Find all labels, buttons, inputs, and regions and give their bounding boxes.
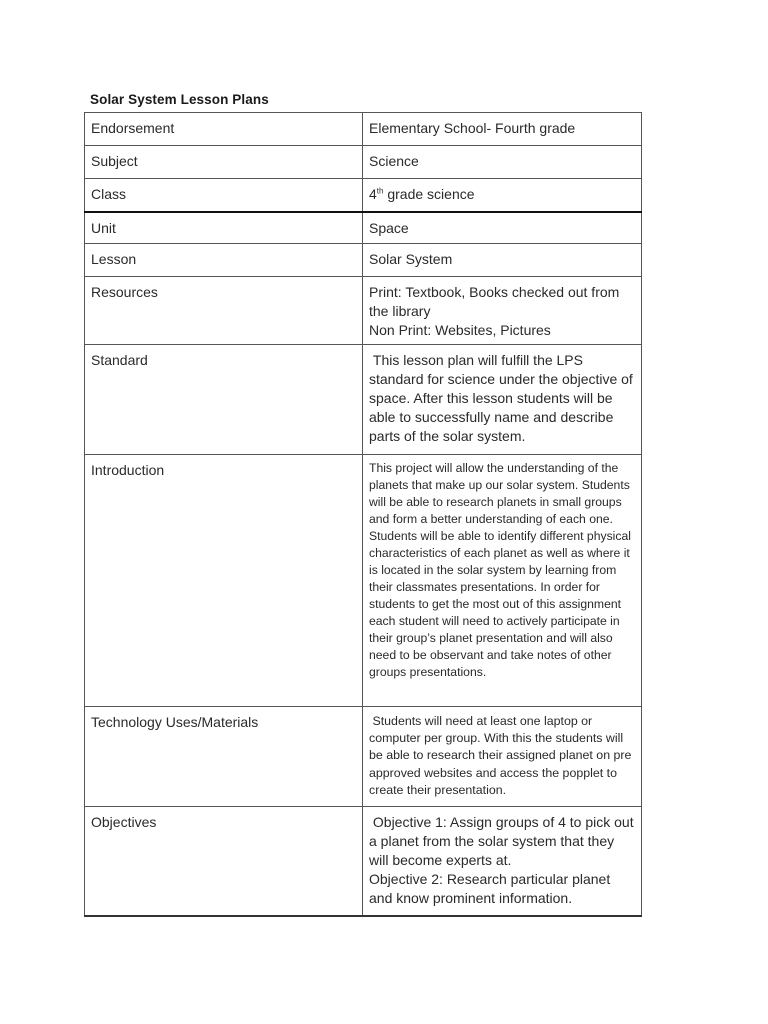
objective-1: Objective 1: Assign groups of 4 to pick out a planet from the solar system that they will become experts at. — [369, 814, 638, 868]
class-grade-suffix: grade science — [383, 186, 475, 202]
row-label — [85, 113, 363, 146]
label-text: Introduction — [91, 462, 165, 478]
label-text: Class — [91, 186, 127, 202]
label-text: Lesson — [91, 251, 137, 267]
row-value — [363, 212, 642, 244]
resources-print: Print: Textbook, Books checked out from the library — [369, 284, 620, 319]
row-value — [363, 707, 642, 807]
value-text: Students will need at least one laptop or computer per group. With this the students will be able to research their assigned planet on pre approved websites and access the popplet to create their presentation. — [369, 714, 635, 797]
label-text: Endorsement — [91, 120, 175, 136]
row-label — [85, 212, 363, 244]
objective-2: Objective 2: Research particular planet and know prominent information. — [369, 871, 615, 906]
row-value — [363, 179, 642, 212]
document-title: Solar System Lesson Plans — [90, 92, 269, 107]
row-label — [85, 244, 363, 277]
resources-non-print: Non Print: Websites, Pictures — [369, 322, 551, 338]
table-row-lesson — [85, 244, 642, 277]
table-row-introduction — [85, 455, 642, 707]
label-text: Standard — [91, 352, 148, 368]
row-label — [85, 455, 363, 707]
value-text — [363, 807, 641, 908]
value-text: Science — [369, 153, 419, 169]
label-text: Resources — [91, 284, 158, 300]
label-text: Technology Uses/Materials — [91, 714, 259, 730]
table-row-standard — [85, 345, 642, 455]
value-text: Solar System — [369, 251, 453, 267]
row-label — [85, 146, 363, 179]
table-row-technology — [85, 707, 642, 807]
row-value — [363, 455, 642, 707]
label-text: Unit — [91, 219, 116, 236]
row-value — [363, 244, 642, 277]
value-text: This lesson plan will fulfill the LPS standard for science under the objective of space. After this lesson students will be able to successfully name and describe parts of the solar system. — [369, 352, 637, 444]
table-row-class — [85, 179, 642, 212]
label-text: Subject — [91, 153, 138, 169]
row-value — [363, 807, 642, 916]
label-text: Objectives — [91, 814, 157, 830]
row-value — [363, 146, 642, 179]
row-label — [85, 707, 363, 807]
row-label — [85, 345, 363, 455]
ordinal-superscript: th — [376, 186, 384, 196]
row-label — [85, 807, 363, 916]
table-row-endorsement — [85, 113, 642, 146]
table-row-subject — [85, 146, 642, 179]
table-row-unit — [85, 212, 642, 244]
row-value — [363, 113, 642, 146]
row-label — [85, 179, 363, 212]
value-text: This project will allow the understanding of the planets that make up our solar system. Students will be able to research planets in small groups and form a better understanding of each one. Students will be able to identify different physical characteristics of each planet as well as where it is located in the solar system by learning from their classmates presentations. In order for students to get the most out of this assignment each student will need to actively participate in their group’s planet presentation and will also need to be observant and take notes of other groups presentations. — [369, 461, 631, 679]
row-value — [363, 277, 642, 345]
table-row-resources — [85, 277, 642, 345]
value-text — [363, 179, 641, 204]
row-value — [363, 345, 642, 455]
value-text — [363, 277, 641, 340]
table-row-objectives — [85, 807, 642, 916]
value-text: Space — [369, 219, 409, 236]
row-label — [85, 277, 363, 345]
lesson-plan-table — [84, 112, 642, 917]
class-grade-number: 4 — [369, 186, 377, 202]
value-text: Elementary School- Fourth grade — [369, 120, 576, 136]
